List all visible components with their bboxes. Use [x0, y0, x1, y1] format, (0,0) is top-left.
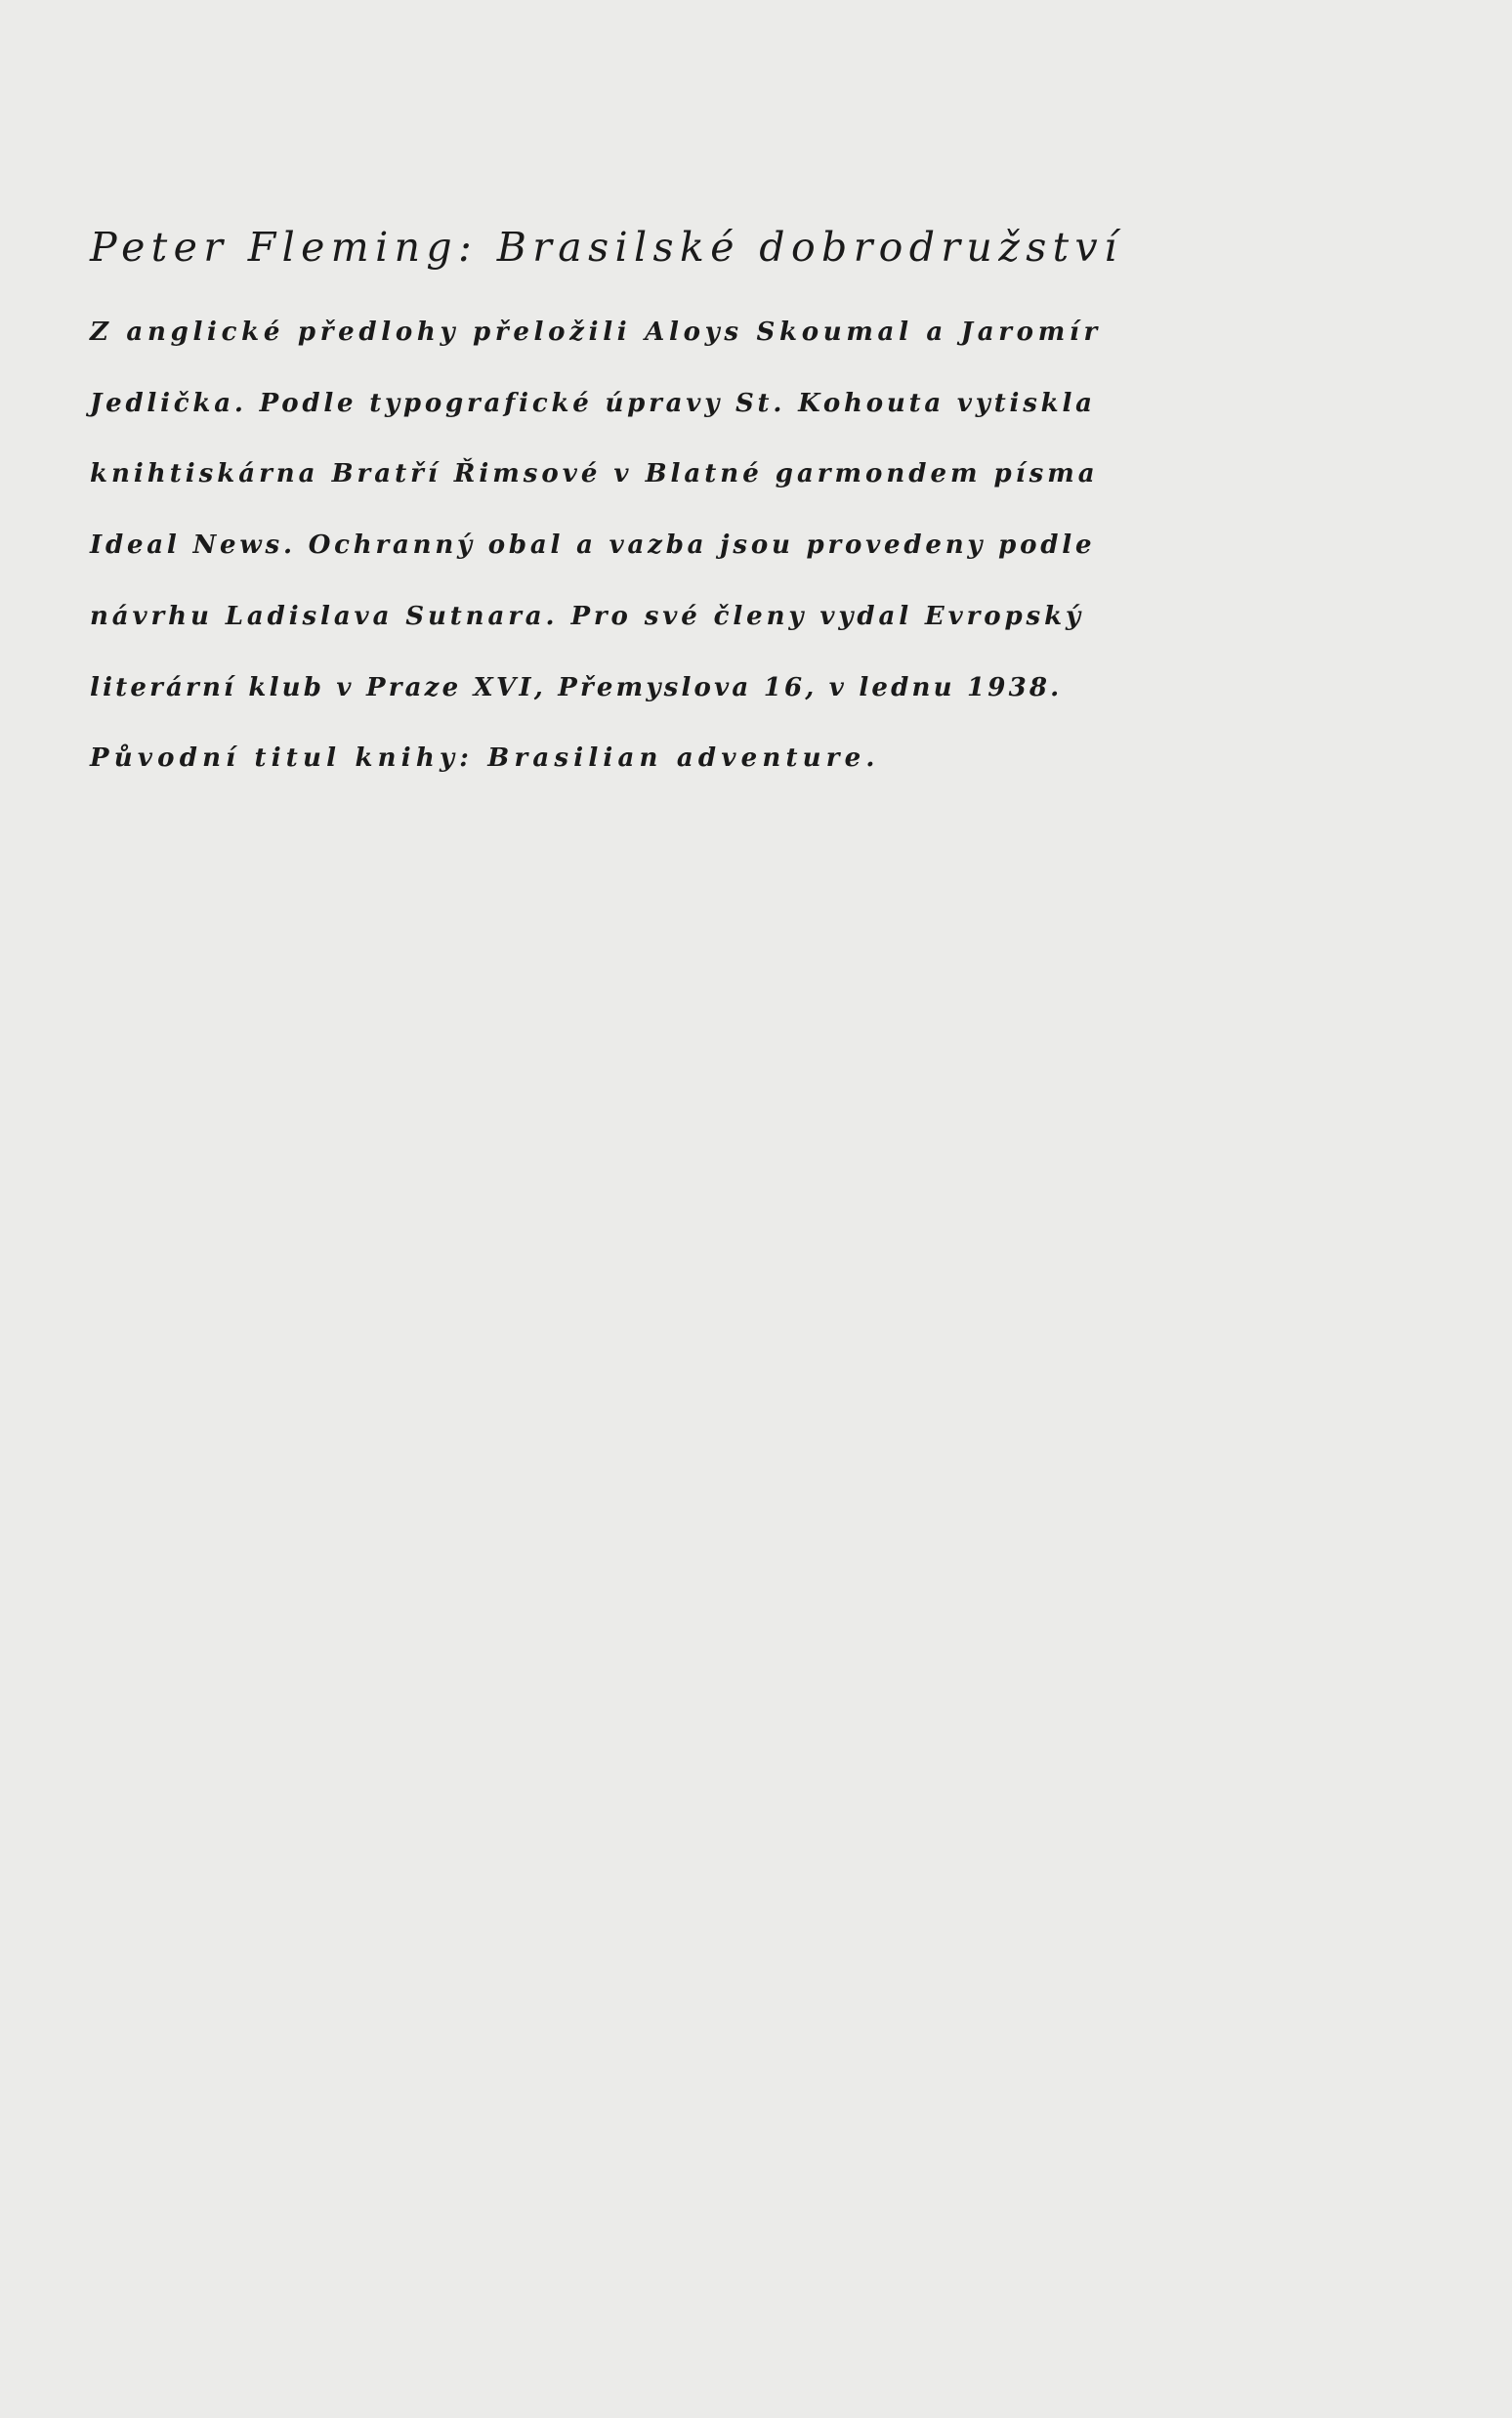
book-title: Peter Fleming: Brasilské dobrodružství	[90, 224, 1123, 271]
colophon-line: knihtiskárna Bratří Řimsové v Blatné garmondem písma	[90, 459, 1099, 489]
colophon-line: Ideal News. Ochranný obal a vazba jsou provedeny podle	[90, 530, 1096, 561]
colophon-line: literární klub v Praze XVI, Přemyslova 16, v lednu 1938.	[90, 672, 1063, 702]
colophon	[90, 220, 1242, 794]
colophon-line: Z anglické předlohy přeložili Aloys Skoumal a Jaromír	[90, 318, 1102, 347]
colophon-line: návrhu Ladislava Sutnara. Pro své členy vydal Evropský	[90, 601, 1085, 631]
original-title-line: Původní titul knihy: Brasilian adventure.	[90, 743, 880, 774]
colophon-line: Jedlička. Podle typografické úpravy St. Kohouta vytiskla	[90, 388, 1096, 418]
